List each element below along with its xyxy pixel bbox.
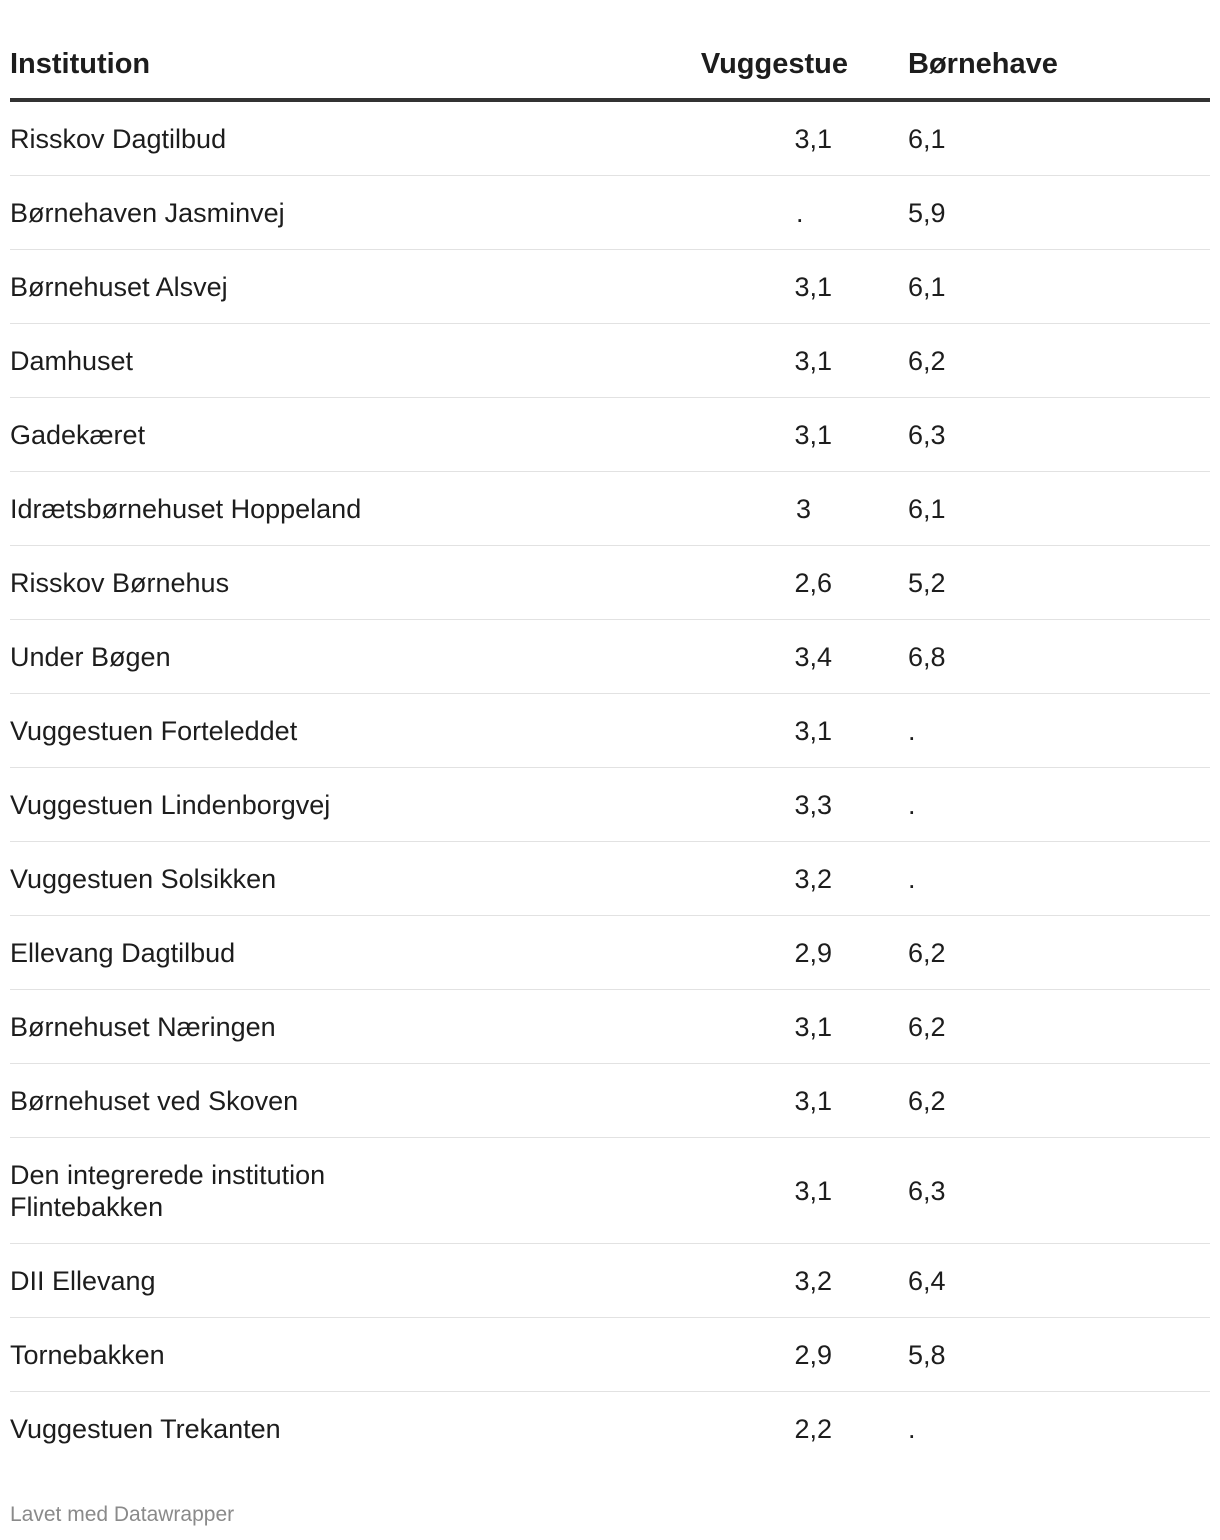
cell-bornehave: 6,1 bbox=[908, 250, 1210, 324]
footer-credit: Lavet med Datawrapper bbox=[10, 1503, 235, 1526]
cell-spacer bbox=[848, 1244, 908, 1318]
cell-spacer bbox=[848, 250, 908, 324]
cell-vuggestue-wrap bbox=[670, 1064, 848, 1138]
cell-spacer bbox=[848, 398, 908, 472]
cell-spacer bbox=[848, 768, 908, 842]
data-table bbox=[10, 30, 1210, 1465]
cell-bornehave: 6,3 bbox=[908, 1138, 1210, 1244]
table-row bbox=[10, 1244, 1210, 1318]
cell-institution: Under Bøgen bbox=[10, 620, 670, 694]
cell-vuggestue-wrap bbox=[670, 620, 848, 694]
cell-bornehave: 5,9 bbox=[908, 176, 1210, 250]
cell-bornehave: . bbox=[908, 1413, 916, 1444]
table-row bbox=[10, 990, 1210, 1064]
cell-spacer bbox=[848, 694, 908, 768]
cell-vuggestue-wrap bbox=[670, 1138, 848, 1244]
cell-vuggestue: 2,2 bbox=[794, 1413, 832, 1444]
cell-spacer bbox=[848, 100, 908, 176]
table-row bbox=[10, 1392, 1210, 1466]
cell-spacer bbox=[848, 620, 908, 694]
cell-vuggestue: 3,2 bbox=[794, 863, 832, 894]
cell-spacer bbox=[848, 842, 908, 916]
cell-institution: Børnehuset Næringen bbox=[10, 990, 670, 1064]
cell-institution: Damhuset bbox=[10, 324, 670, 398]
cell-vuggestue-wrap bbox=[670, 1392, 848, 1466]
cell-institution: Vuggestuen Solsikken bbox=[10, 842, 670, 916]
cell-vuggestue: 3 bbox=[796, 493, 812, 524]
cell-institution: Tornebakken bbox=[10, 1318, 670, 1392]
cell-vuggestue: 3,1 bbox=[794, 123, 832, 154]
cell-bornehave: 6,8 bbox=[908, 620, 1210, 694]
table-row bbox=[10, 250, 1210, 324]
table-header-row bbox=[10, 30, 1210, 100]
cell-vuggestue-wrap bbox=[670, 472, 848, 546]
cell-vuggestue: 3,1 bbox=[794, 345, 832, 376]
table-row bbox=[10, 546, 1210, 620]
cell-spacer bbox=[848, 472, 908, 546]
cell-bornehave: 5,2 bbox=[908, 546, 1210, 620]
cell-vuggestue: 3,3 bbox=[794, 789, 832, 820]
cell-vuggestue-wrap bbox=[670, 546, 848, 620]
column-header-spacer bbox=[848, 30, 908, 100]
cell-vuggestue-wrap bbox=[670, 916, 848, 990]
cell-bornehave: 5,8 bbox=[908, 1318, 1210, 1392]
cell-vuggestue: . bbox=[796, 197, 804, 228]
cell-institution: Børnehuset Alsvej bbox=[10, 250, 670, 324]
cell-institution: Børnehaven Jasminvej bbox=[10, 176, 670, 250]
cell-spacer bbox=[848, 324, 908, 398]
cell-vuggestue-wrap bbox=[670, 1244, 848, 1318]
column-header-institution[interactable]: Institution bbox=[10, 30, 670, 100]
cell-vuggestue: 2,9 bbox=[794, 1339, 832, 1370]
cell-bornehave: . bbox=[908, 768, 1210, 842]
cell-bornehave: 6,2 bbox=[908, 990, 1210, 1064]
cell-vuggestue-wrap bbox=[670, 768, 848, 842]
cell-institution: Vuggestuen Forteleddet bbox=[10, 694, 670, 768]
cell-vuggestue-wrap bbox=[670, 176, 848, 250]
table-row bbox=[10, 472, 1210, 546]
cell-vuggestue: 2,9 bbox=[794, 937, 832, 968]
cell-vuggestue-wrap bbox=[670, 694, 848, 768]
cell-spacer bbox=[848, 176, 908, 250]
cell-bornehave: 6,4 bbox=[908, 1244, 1210, 1318]
cell-institution: Vuggestuen Lindenborgvej bbox=[10, 768, 670, 842]
cell-bornehave: . bbox=[908, 842, 1210, 916]
cell-bornehave: . bbox=[908, 694, 1210, 768]
table-row bbox=[10, 768, 1210, 842]
cell-bornehave: 6,2 bbox=[908, 1064, 1210, 1138]
cell-spacer bbox=[848, 1392, 908, 1466]
cell-institution: Vuggestuen Trekanten bbox=[10, 1413, 281, 1444]
cell-vuggestue-wrap bbox=[670, 1318, 848, 1392]
cell-vuggestue: 3,1 bbox=[794, 1085, 832, 1116]
table-row bbox=[10, 1138, 1210, 1244]
column-header-vuggestue[interactable]: Vuggestue bbox=[670, 30, 848, 100]
cell-bornehave: 6,1 bbox=[908, 100, 1210, 176]
cell-bornehave: 6,1 bbox=[908, 472, 1210, 546]
cell-bornehave: 6,2 bbox=[908, 324, 1210, 398]
column-header-bornehave[interactable]: Børnehave bbox=[908, 30, 1210, 100]
table-row bbox=[10, 176, 1210, 250]
table-row bbox=[10, 620, 1210, 694]
cell-institution: DII Ellevang bbox=[10, 1244, 670, 1318]
table-row bbox=[10, 1318, 1210, 1392]
cell-spacer bbox=[848, 1318, 908, 1392]
table-row bbox=[10, 1064, 1210, 1138]
table-row bbox=[10, 694, 1210, 768]
cell-vuggestue: 2,6 bbox=[794, 567, 832, 598]
cell-vuggestue-wrap bbox=[670, 324, 848, 398]
table-row bbox=[10, 398, 1210, 472]
table-row bbox=[10, 916, 1210, 990]
cell-institution: Ellevang Dagtilbud bbox=[10, 916, 670, 990]
cell-vuggestue: 3,1 bbox=[794, 271, 832, 302]
cell-institution: Børnehuset ved Skoven bbox=[10, 1064, 670, 1138]
table-row bbox=[10, 324, 1210, 398]
cell-bornehave: 6,3 bbox=[908, 398, 1210, 472]
cell-vuggestue: 3,1 bbox=[794, 419, 832, 450]
table-row bbox=[10, 100, 1210, 176]
data-table-container bbox=[10, 30, 1210, 1465]
cell-vuggestue: 3,1 bbox=[794, 715, 832, 746]
cell-vuggestue: 3,2 bbox=[794, 1265, 832, 1296]
cell-spacer bbox=[848, 1138, 908, 1244]
cell-vuggestue-wrap bbox=[670, 398, 848, 472]
cell-institution: Den integrerede institution Flintebakken bbox=[10, 1138, 670, 1244]
cell-institution: Gadekæret bbox=[10, 398, 670, 472]
table-row bbox=[10, 842, 1210, 916]
cell-vuggestue: 3,4 bbox=[794, 641, 832, 672]
cell-spacer bbox=[848, 546, 908, 620]
cell-vuggestue-wrap bbox=[670, 990, 848, 1064]
cell-bornehave: 6,2 bbox=[908, 916, 1210, 990]
cell-vuggestue-wrap bbox=[670, 842, 848, 916]
cell-spacer bbox=[848, 916, 908, 990]
cell-vuggestue-wrap bbox=[670, 250, 848, 324]
cell-institution: Risskov Børnehus bbox=[10, 546, 670, 620]
cell-institution: Idrætsbørnehuset Hoppeland bbox=[10, 472, 670, 546]
cell-vuggestue: 3,1 bbox=[794, 1011, 832, 1042]
cell-spacer bbox=[848, 990, 908, 1064]
cell-spacer bbox=[848, 1064, 908, 1138]
cell-vuggestue-wrap bbox=[670, 100, 848, 176]
table-body bbox=[10, 100, 1210, 1465]
cell-institution: Risskov Dagtilbud bbox=[10, 100, 670, 176]
cell-vuggestue: 3,1 bbox=[794, 1175, 832, 1206]
